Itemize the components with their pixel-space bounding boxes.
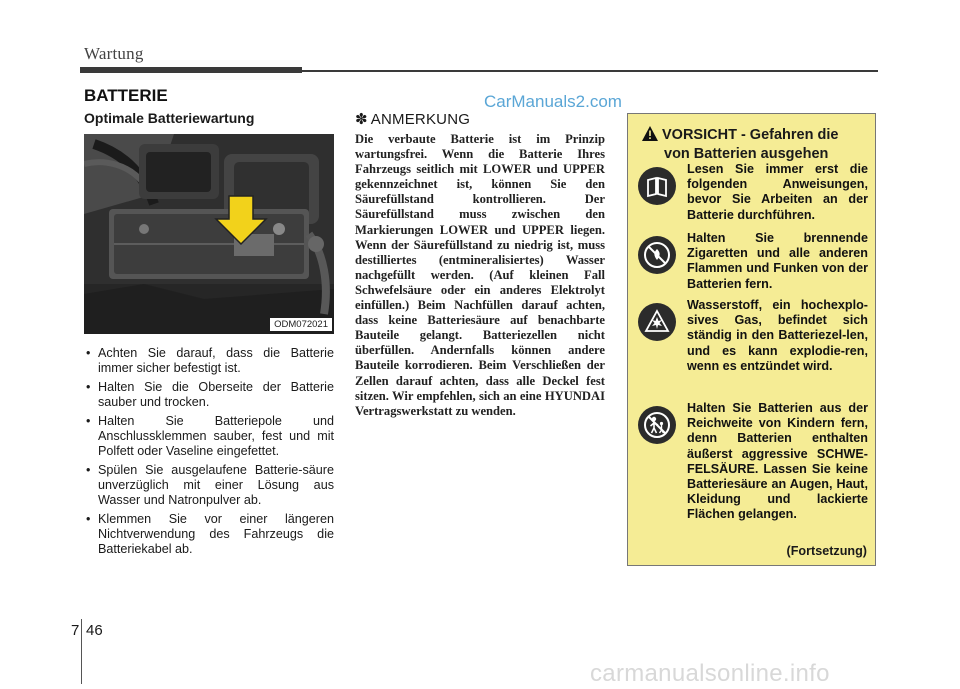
list-item: • Halten Sie die Oberseite der Batterie sauber und trocken. bbox=[84, 380, 334, 410]
warning-triangle-icon bbox=[642, 126, 658, 146]
warning-item-text: Lesen Sie immer erst die folgenden Anweisungen, bevor Sie Arbeiten an der Batterie durchführen. bbox=[687, 162, 868, 222]
section-title: BATTERIE bbox=[84, 86, 168, 105]
left-column bbox=[84, 110, 334, 561]
watermark-bottom: carmanualsonline.info bbox=[590, 660, 830, 687]
subheading: Optimale Batteriewartung bbox=[84, 110, 255, 126]
battery-photo bbox=[84, 134, 334, 334]
page-number: 46 bbox=[86, 622, 103, 639]
list-item: • Halten Sie Batteriepole und Anschlussklemmen sauber, fest und mit Polfett oder Vaseline eingefettet. bbox=[84, 414, 334, 459]
asterisk-icon: ✽ bbox=[355, 111, 368, 128]
warning-item-text: Wasserstoff, ein hochexplo-sives Gas, befindet sich ständig in den Batteriezel-len, und es kann explodie-ren, wenn es entzündet wird. bbox=[687, 298, 868, 373]
note-heading-label: ANMERKUNG bbox=[370, 111, 471, 128]
explosion-icon bbox=[638, 303, 676, 341]
list-item: • Spülen Sie ausgelaufene Batterie-säure unverzüglich mit einer Lösung aus Wasser und Natronpulver ab. bbox=[84, 463, 334, 508]
warning-item-text: Halten Sie brennende Zigaretten und alle anderen Flammen und Funken von der Batterien fern. bbox=[687, 231, 868, 291]
header-rule-thick bbox=[80, 67, 302, 73]
list-item: • Achten Sie darauf, dass die Batterie immer sicher befestigt ist. bbox=[84, 346, 334, 376]
warning-title-line2: von Batterien ausgehen bbox=[664, 146, 829, 162]
note-body: Die verbaute Batterie ist im Prinzip wartungsfrei. Wenn die Batterie Ihres Fahrzeugs seitlich mit LOWER und UPPER gekennzeichnet ist, können Sie den Säurefüllstand kontrollieren. Der Säurefüllstand muss zwischen den Markierungen LOWER und UPPER liegen. Wenn der Säurefüllstand zu niedrig ist, muss destilliertes (entmineralisiertes) Wasser nachgefüllt werden. (Auf kleinen Fall Schwefelsäure oder ein anderes Elektrolyt einfüllen.) Beim Nachfüllen darauf achten, dass keine Batteriesäure auf benachbarte Bauteile gelangt. Batteriezellen nicht überfüllen. Andernfalls können andere Bauteile korrodieren. Beim Verschließen der Zellen darauf achten, dass alle Deckel fest sitzen. Wir empfehlen, sich an eine HYUNDAI Vertragswerkstatt zu wenden. bbox=[355, 132, 605, 418]
continued-label: (Fortsetzung) bbox=[786, 544, 867, 558]
photo-code: ODM072021 bbox=[270, 318, 332, 331]
page-number-divider bbox=[81, 619, 82, 684]
no-flame-icon bbox=[638, 236, 676, 274]
running-header: Wartung bbox=[84, 44, 144, 63]
warning-title bbox=[642, 126, 872, 163]
keep-children-away-icon bbox=[638, 406, 676, 444]
warning-item-text: Halten Sie Batterien aus der Reichweite von Kindern fern, denn Batterien enthalten äußerst aggressive SCHWE-FELSÄURE. Lassen Sie keine Batteriesäure an Augen, Haut, Kleidung und lackierte Flächen gelangen. bbox=[687, 401, 868, 522]
warning-title-line1: VORSICHT - Gefahren die bbox=[662, 127, 839, 143]
chapter-number: 7 bbox=[71, 622, 80, 639]
watermark-top: CarManuals2.com bbox=[484, 92, 622, 111]
note-heading bbox=[355, 110, 605, 128]
maintenance-list bbox=[84, 346, 334, 557]
header-rule-thin bbox=[302, 70, 878, 72]
battery-photo-illustration bbox=[84, 134, 334, 334]
book-icon bbox=[638, 167, 676, 205]
warning-box bbox=[627, 113, 876, 566]
list-item: • Klemmen Sie vor einer längeren Nichtverwendung des Fahrzeugs die Batteriekabel ab. bbox=[84, 512, 334, 557]
note-column bbox=[355, 110, 605, 419]
